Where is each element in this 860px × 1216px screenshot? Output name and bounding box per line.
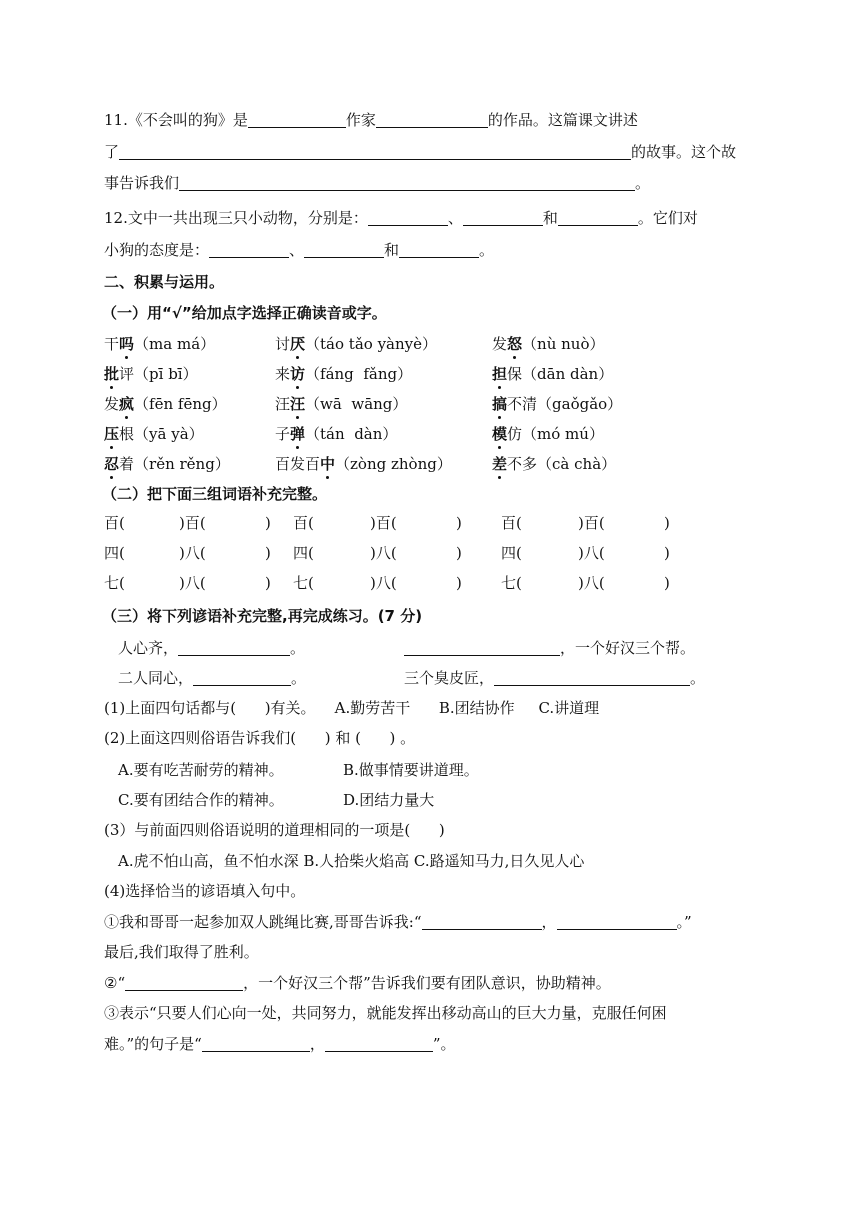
idiom-fragment[interactable]: )百( bbox=[179, 514, 206, 532]
emphasis-dot bbox=[498, 386, 501, 389]
dotted-char bbox=[119, 395, 134, 413]
idiom-fragment[interactable]: 四( bbox=[104, 544, 125, 562]
idiom-fragment[interactable]: 百( bbox=[104, 514, 125, 532]
q12-sep-3: 、 bbox=[289, 241, 305, 259]
pinyin-options[interactable]: （zòng zhòng） bbox=[335, 455, 452, 473]
proverb-2-blank[interactable] bbox=[404, 639, 560, 656]
sentence-a-blank-2[interactable] bbox=[557, 913, 677, 930]
dotted-char bbox=[104, 365, 119, 383]
word-suffix: 仿 bbox=[507, 425, 523, 443]
pinyin-options[interactable]: （fēn fēng） bbox=[134, 395, 227, 413]
idiom-fragment[interactable]: 四( bbox=[293, 544, 314, 562]
idiom-fragment: ) bbox=[265, 514, 271, 532]
q11-line-2 bbox=[104, 142, 736, 162]
dotted-char bbox=[320, 455, 335, 473]
sentence-c-end: ”。 bbox=[432, 1035, 456, 1053]
pinyin-options[interactable]: （táo tǎo yànyè） bbox=[305, 335, 437, 353]
pinyin-item bbox=[492, 364, 613, 384]
emphasis-dot bbox=[296, 416, 299, 419]
pinyin-options[interactable]: （gaǒgǎo） bbox=[537, 395, 623, 413]
pinyin-item bbox=[104, 334, 215, 354]
dotted-char bbox=[492, 455, 507, 473]
emphasis-dot bbox=[110, 476, 113, 479]
emphasis-dot bbox=[296, 386, 299, 389]
proverb-1-end: 。 bbox=[290, 639, 306, 657]
pinyin-item bbox=[104, 364, 198, 384]
emphasis-dot bbox=[125, 356, 128, 359]
sentence-c-blank-2[interactable] bbox=[325, 1035, 433, 1052]
question-3: (3）与前面四则俗语说明的道理相同的一项是( ) bbox=[104, 821, 445, 839]
q11-text-4: 了 bbox=[104, 143, 120, 161]
dotted-char-text: 中 bbox=[320, 455, 336, 473]
q12-text-1: 12.文中一共出现三只小动物，分别是： bbox=[104, 209, 368, 227]
word-suffix: 不多 bbox=[507, 455, 538, 473]
dotted-char bbox=[104, 455, 119, 473]
idiom-fragment[interactable]: )八( bbox=[179, 544, 206, 562]
proverb-2-text: ，一个好汉三个帮。 bbox=[560, 639, 696, 657]
q2-option-d: D.团结力量大 bbox=[343, 791, 435, 809]
dotted-char-text: 访 bbox=[290, 365, 306, 383]
word-suffix: 着 bbox=[119, 455, 135, 473]
pinyin-item bbox=[275, 454, 452, 474]
dotted-char-text: 忍 bbox=[104, 455, 120, 473]
dotted-char-text: 担 bbox=[492, 365, 508, 383]
word-suffix: 不清 bbox=[507, 395, 538, 413]
pinyin-options[interactable]: （tán dàn） bbox=[305, 425, 398, 443]
dotted-char-text: 批 bbox=[104, 365, 120, 383]
dotted-char-text: 吗 bbox=[119, 335, 135, 353]
sentence-c-sep: ， bbox=[309, 1035, 325, 1053]
q11-text-3: 的作品。这篇课文讲述 bbox=[487, 111, 638, 129]
q11-text-7: 。 bbox=[635, 174, 651, 192]
sentence-a-line-1 bbox=[104, 912, 692, 932]
q12-text-8: 。 bbox=[479, 241, 495, 259]
dotted-char bbox=[290, 425, 305, 443]
q11-text-6: 事告诉我们 bbox=[104, 174, 180, 192]
dotted-char bbox=[104, 425, 119, 443]
emphasis-dot bbox=[326, 476, 329, 479]
q12-text-4: 。它们对 bbox=[637, 209, 698, 227]
sentence-a-line-2: 最后,我们取得了胜利。 bbox=[104, 943, 259, 961]
idiom-fragment: ) bbox=[456, 544, 462, 562]
proverb-3-text: 二人同心， bbox=[118, 669, 194, 687]
q12-blank-animal-3[interactable] bbox=[558, 209, 638, 226]
q12-text-5: 小狗的态度是： bbox=[104, 241, 210, 259]
pinyin-item bbox=[104, 424, 204, 444]
proverb-1-blank[interactable] bbox=[178, 639, 290, 656]
emphasis-dot bbox=[296, 356, 299, 359]
q12-blank-attitude-1[interactable] bbox=[209, 241, 289, 258]
pinyin-item bbox=[104, 394, 227, 414]
dotted-char-text: 汪 bbox=[290, 395, 306, 413]
q3-options: A.虎不怕山高，鱼不怕水深 B.人拾柴火焰高 C.路遥知马力,日久见人心 bbox=[118, 852, 585, 870]
emphasis-dot bbox=[513, 356, 516, 359]
idiom-fragment: ) bbox=[456, 514, 462, 532]
idiom-fragment: ) bbox=[456, 574, 462, 592]
sentence-a-text: ①我和哥哥一起参加双人跳绳比赛,哥哥告诉我:“ bbox=[104, 913, 422, 931]
q12-blank-animal-2[interactable] bbox=[463, 209, 543, 226]
sentence-a-end: 。” bbox=[676, 913, 692, 931]
idiom-fragment[interactable]: 百( bbox=[501, 514, 522, 532]
dotted-char bbox=[290, 395, 305, 413]
pinyin-item bbox=[275, 364, 412, 384]
idiom-fragment[interactable]: 七( bbox=[293, 574, 314, 592]
pinyin-options[interactable]: （mó mú） bbox=[522, 425, 604, 443]
proverb-4 bbox=[404, 668, 705, 688]
idiom-fragment[interactable]: )八( bbox=[578, 544, 605, 562]
idiom-fragment[interactable]: )百( bbox=[370, 514, 397, 532]
word-suffix: 根 bbox=[119, 425, 135, 443]
word-prefix: 汪 bbox=[275, 395, 291, 413]
q12-blank-animal-1[interactable] bbox=[368, 209, 448, 226]
dotted-char bbox=[492, 395, 507, 413]
emphasis-dot bbox=[296, 446, 299, 449]
idiom-fragment[interactable]: )八( bbox=[179, 574, 206, 592]
pinyin-item bbox=[492, 394, 622, 414]
word-suffix: 保 bbox=[507, 365, 523, 383]
word-suffix: 评 bbox=[119, 365, 135, 383]
question-4: (4)选择恰当的谚语填入句中。 bbox=[104, 882, 306, 900]
word-prefix: 发 bbox=[104, 395, 120, 413]
emphasis-dot bbox=[110, 386, 113, 389]
idiom-fragment[interactable]: )百( bbox=[578, 514, 605, 532]
proverb-1-text: 人心齐， bbox=[118, 639, 179, 657]
sentence-c-line-1: ③表示“只要人们心向一处，共同努力，就能发挥出移动高山的巨大力量，克服任何困 bbox=[104, 1004, 667, 1022]
q11-text-2: 作家 bbox=[345, 111, 376, 129]
idiom-fragment[interactable]: )八( bbox=[370, 544, 397, 562]
sentence-c-blank-1[interactable] bbox=[202, 1035, 310, 1052]
sentence-b-text: ，一个好汉三个帮”告诉我们要有团队意识，协助精神。 bbox=[243, 974, 611, 992]
q12-blank-attitude-3[interactable] bbox=[399, 241, 479, 258]
part-1-title: （一）用“√”给加点字选择正确读音或字。 bbox=[102, 304, 387, 322]
word-prefix: 百发百 bbox=[275, 455, 321, 473]
proverb-1 bbox=[118, 638, 305, 658]
idiom-fragment: ) bbox=[664, 514, 670, 532]
sentence-b-blank[interactable] bbox=[125, 974, 243, 991]
emphasis-dot bbox=[498, 446, 501, 449]
dotted-char bbox=[507, 335, 522, 353]
dotted-char bbox=[119, 335, 134, 353]
sentence-a-blank-1[interactable] bbox=[422, 913, 542, 930]
q11-blank-lesson[interactable] bbox=[179, 174, 635, 191]
pinyin-item bbox=[492, 424, 604, 444]
sentence-c-line-2 bbox=[104, 1034, 456, 1054]
proverb-2 bbox=[404, 638, 695, 658]
part-3-title: （三）将下列谚语补充完整,再完成练习。(7 分) bbox=[102, 607, 423, 625]
pinyin-options[interactable]: （ma má） bbox=[134, 335, 216, 353]
sentence-a-sep: ， bbox=[541, 913, 557, 931]
idiom-fragment: ) bbox=[664, 544, 670, 562]
word-prefix: 子 bbox=[275, 425, 291, 443]
dotted-char bbox=[492, 425, 507, 443]
pinyin-item bbox=[492, 334, 604, 354]
q12-sep-2: 和 bbox=[542, 209, 558, 227]
idiom-fragment[interactable]: )八( bbox=[370, 574, 397, 592]
word-prefix: 来 bbox=[275, 365, 291, 383]
proverb-4-blank[interactable] bbox=[494, 669, 690, 686]
emphasis-dot bbox=[110, 446, 113, 449]
q11-blank-story[interactable] bbox=[119, 143, 631, 160]
pinyin-options[interactable]: （fáng fǎng） bbox=[305, 365, 413, 383]
idiom-fragment: ) bbox=[265, 574, 271, 592]
question-1: (1)上面四句话都与( )有关。 A.勤劳苦干 B.团结协作 C.讲道理 bbox=[104, 699, 600, 717]
proverb-3-end: 。 bbox=[291, 669, 307, 687]
pinyin-item bbox=[275, 334, 437, 354]
q2-option-a: A.要有吃苦耐劳的精神。 bbox=[118, 761, 284, 779]
pinyin-item bbox=[492, 454, 616, 474]
dotted-char-text: 弹 bbox=[290, 425, 306, 443]
pinyin-item bbox=[275, 394, 407, 414]
word-prefix: 发 bbox=[492, 335, 508, 353]
proverb-3-blank[interactable] bbox=[193, 669, 291, 686]
sentence-b bbox=[104, 973, 611, 993]
q11-text-5: 的故事。这个故 bbox=[631, 143, 737, 161]
q12-sep-1: 、 bbox=[447, 209, 463, 227]
pinyin-options[interactable]: （nù nuò） bbox=[522, 335, 605, 353]
emphasis-dot bbox=[125, 416, 128, 419]
q11-text-1: 11.《不会叫的狗》是 bbox=[104, 111, 248, 129]
dotted-char-text: 厌 bbox=[290, 335, 306, 353]
idiom-fragment[interactable]: )八( bbox=[578, 574, 605, 592]
q11-line-3 bbox=[104, 173, 650, 193]
dotted-char-text: 搞 bbox=[492, 395, 508, 413]
pinyin-item bbox=[275, 424, 397, 444]
proverb-4-end: 。 bbox=[690, 669, 706, 687]
q11-blank-author[interactable] bbox=[376, 111, 488, 128]
idiom-fragment[interactable]: 七( bbox=[501, 574, 522, 592]
proverb-3 bbox=[118, 668, 306, 688]
word-prefix: 讨 bbox=[275, 335, 291, 353]
pinyin-item bbox=[104, 454, 230, 474]
q12-line-1 bbox=[104, 208, 698, 228]
emphasis-dot bbox=[498, 416, 501, 419]
dotted-char bbox=[290, 365, 305, 383]
dotted-char bbox=[290, 335, 305, 353]
idiom-fragment[interactable]: 四( bbox=[501, 544, 522, 562]
dotted-char-text: 模 bbox=[492, 425, 508, 443]
pinyin-options[interactable]: （dān dàn） bbox=[522, 365, 614, 383]
idiom-fragment: ) bbox=[664, 574, 670, 592]
dotted-char bbox=[492, 365, 507, 383]
sentence-b-open: ②“ bbox=[104, 974, 126, 992]
question-2: (2)上面这四则俗语告诉我们( ) 和 ( ) 。 bbox=[104, 729, 416, 747]
idiom-fragment: ) bbox=[265, 544, 271, 562]
pinyin-options[interactable]: （wā wāng） bbox=[305, 395, 408, 413]
idiom-fragment[interactable]: 七( bbox=[104, 574, 125, 592]
word-prefix: 干 bbox=[104, 335, 120, 353]
sentence-c-text: 难。”的句子是“ bbox=[104, 1035, 202, 1053]
q2-option-c: C.要有团结合作的精神。 bbox=[118, 791, 284, 809]
idiom-fragment[interactable]: 百( bbox=[293, 514, 314, 532]
dotted-char-text: 疯 bbox=[119, 395, 135, 413]
dotted-char-text: 怒 bbox=[507, 335, 523, 353]
dotted-char-text: 压 bbox=[104, 425, 120, 443]
proverb-4-text: 三个臭皮匠， bbox=[404, 669, 495, 687]
emphasis-dot bbox=[498, 476, 501, 479]
pinyin-options[interactable]: （rěn rěng） bbox=[134, 455, 230, 473]
q12-sep-4: 和 bbox=[384, 241, 400, 259]
part-2-title: （二）把下面三组词语补充完整。 bbox=[102, 485, 328, 503]
dotted-char-text: 差 bbox=[492, 455, 508, 473]
q11-line-1 bbox=[104, 110, 638, 130]
pinyin-options[interactable]: （yā yà） bbox=[134, 425, 204, 443]
q2-option-b: B.做事情要讲道理。 bbox=[343, 761, 479, 779]
pinyin-options[interactable]: （pī bī） bbox=[134, 365, 198, 383]
q12-line-2 bbox=[104, 240, 494, 260]
q12-blank-attitude-2[interactable] bbox=[304, 241, 384, 258]
pinyin-options[interactable]: （cà chà） bbox=[537, 455, 617, 473]
section-2-title: 二、积累与运用。 bbox=[104, 273, 225, 291]
q11-blank-country[interactable] bbox=[248, 111, 346, 128]
